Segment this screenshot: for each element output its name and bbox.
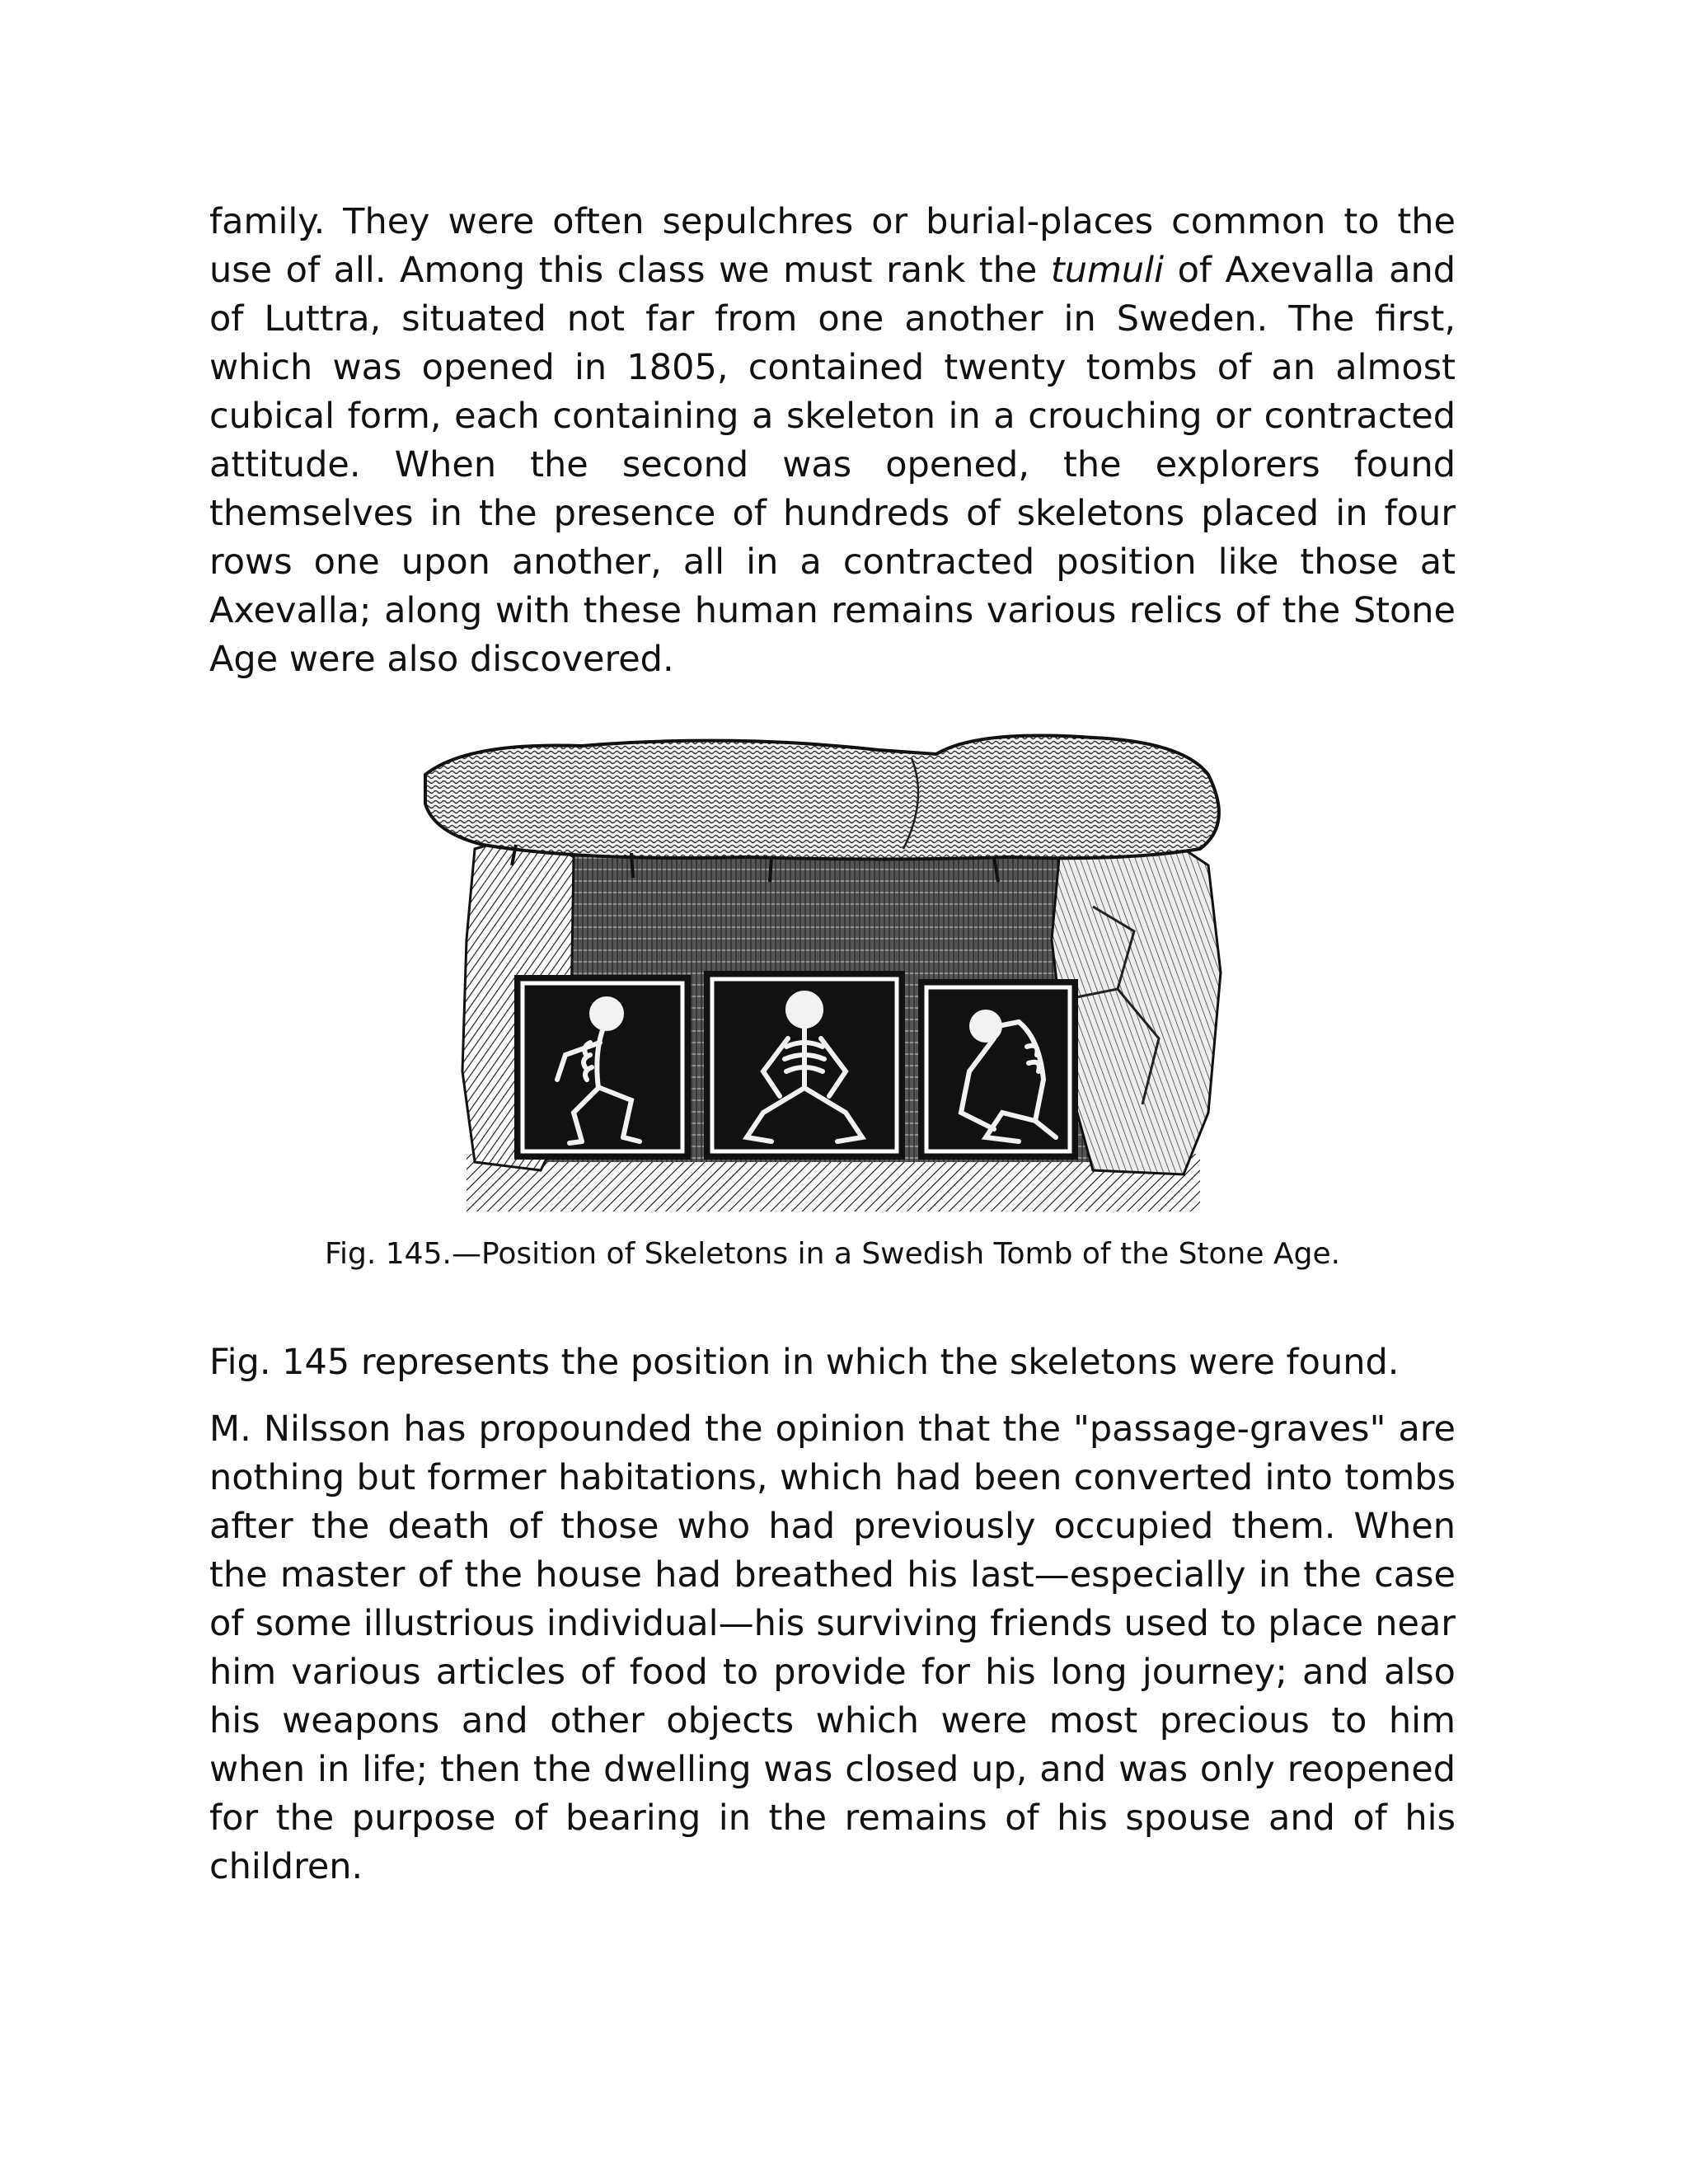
page — [209, 198, 1456, 1891]
paragraph-1-text-start: family. They were often sepulchres or burial-places common to the use of all. Among this class we must rank the — [209, 201, 1456, 291]
figure-caption: Fig. 145.—Position of Skeletons in a Swedish Tomb of the Stone Age. — [324, 1237, 1341, 1271]
paragraph-1-italic-term: tumuli — [1050, 250, 1165, 291]
paragraph-3: M. Nilsson has propounded the opinion that the "passage-graves" are nothing but former habitations, which had been converted into tombs after the death of those who had previously occupied them. When the master of the house had breathed his last—especially in the case of some illustrious individual—his surviving friends used to place near him various articles of food to provide for his long journey; and also his weapons and other objects which were most precious to him when in life; then the dwelling was closed up, and was only reopened for the purpose of bearing in the remains of his spouse and of his children. — [209, 1408, 1456, 1887]
paragraph-2: Fig. 145 represents the position in which the skeletons were found. — [209, 1342, 1400, 1383]
paragraph-1 — [209, 198, 1456, 692]
paragraph-1-text-end: of Axevalla and of Luttra, situated not far from one another in Sweden. The first, which was opened in 1805, contained twenty tombs of an almost cubical form, each containing a skeleton in a crouching or contracted attitude. When the second was opened, the explorers found themselves in the presence of hundreds of skeletons placed in four rows one upon another, all in a contracted position like those at Axevalla; along with these human remains various relics of the Stone Age were also discovered. — [209, 250, 1456, 680]
tomb-illustration-icon — [417, 725, 1250, 1220]
figure-145 — [209, 725, 1456, 1272]
